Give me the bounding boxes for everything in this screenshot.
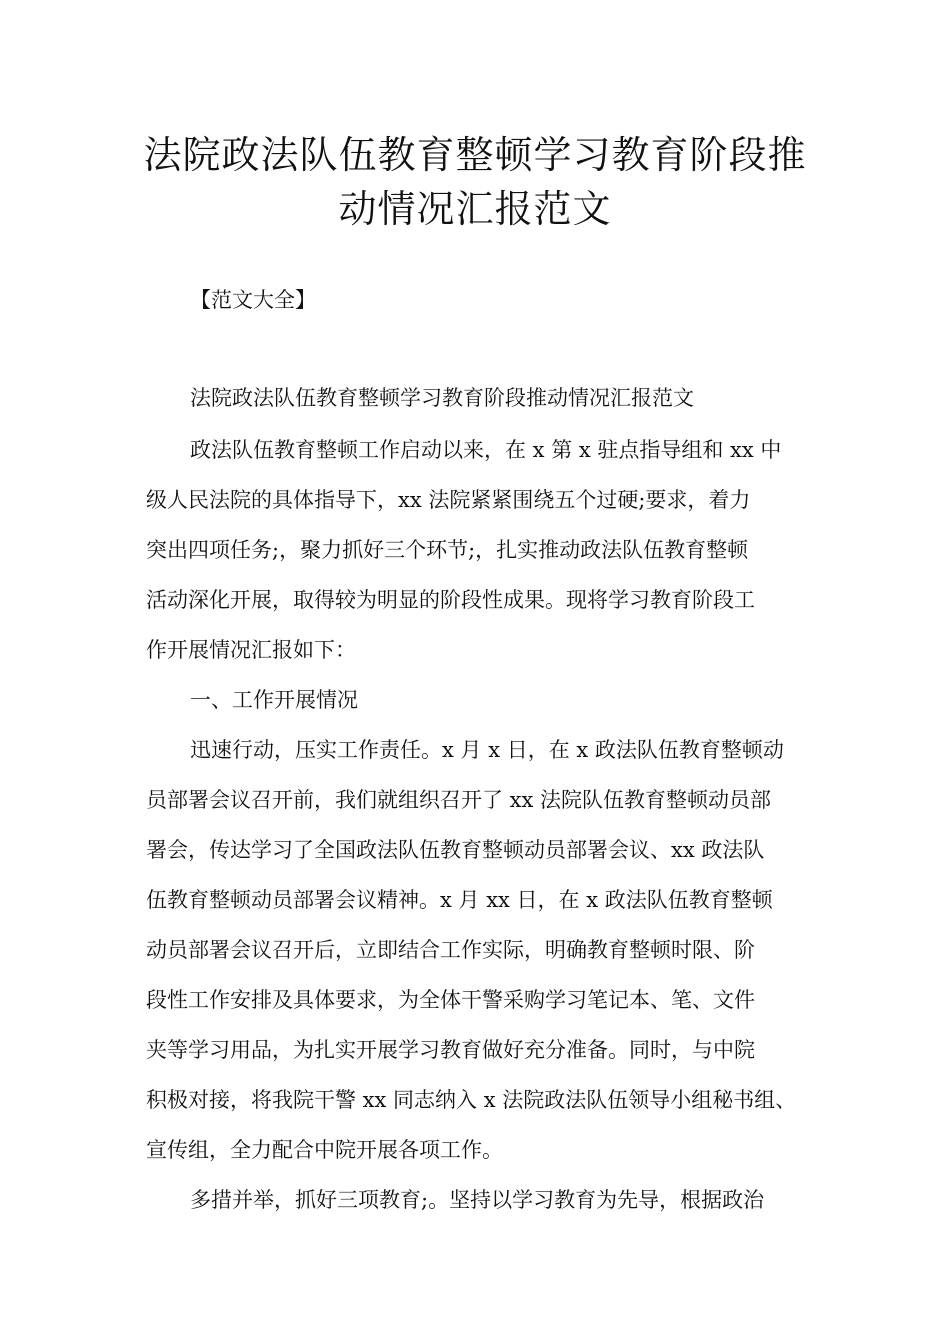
- body-line: 夹等学习用品，为扎实开展学习教育做好充分准备。同时，与中院: [146, 1038, 755, 1062]
- body-line: 宣传组，全力配合中院开展各项工作。: [146, 1138, 503, 1162]
- document-title-line-2: 动情况汇报范文: [338, 187, 612, 231]
- body-line: 活动深化开展，取得较为明显的阶段性成果。现将学习教育阶段工: [146, 588, 755, 612]
- body-line: 政法队伍教育整顿工作启动以来，在 x 第 x 驻点指导组和 xx 中: [190, 438, 782, 462]
- body-line: 作开展情况汇报如下：: [146, 638, 356, 662]
- section-heading: 一、工作开展情况: [190, 688, 358, 712]
- category-tag: 【范文大全】: [190, 288, 316, 312]
- document-title-line-1: 法院政法队伍教育整顿学习教育阶段推: [143, 133, 807, 177]
- body-line: 伍教育整顿动员部署会议精神。x 月 xx 日，在 x 政法队伍教育整顿: [146, 888, 773, 912]
- body-line: 积极对接，将我院干警 xx 同志纳入 x 法院政法队伍领导小组秘书组、: [146, 1088, 797, 1112]
- document-subtitle: 法院政法队伍教育整顿学习教育阶段推动情况汇报范文: [190, 386, 694, 410]
- body-line: 多措并举，抓好三项教育;。坚持以学习教育为先导，根据政治: [190, 1188, 765, 1212]
- body-line: 迅速行动，压实工作责任。x 月 x 日，在 x 政法队伍教育整顿动: [190, 738, 784, 762]
- body-line: 级人民法院的具体指导下，xx 法院紧紧围绕五个过硬;要求，着力: [146, 488, 751, 512]
- body-line: 员部署会议召开前，我们就组织召开了 xx 法院队伍教育整顿动员部: [146, 788, 772, 812]
- body-line: 动员部署会议召开后，立即结合工作实际，明确教育整顿时限、阶: [146, 938, 755, 962]
- body-line: 署会，传达学习了全国政法队伍教育整顿动员部署会议、xx 政法队: [146, 838, 765, 862]
- body-line: 段性工作安排及具体要求，为全体干警采购学习笔记本、笔、文件: [146, 988, 755, 1012]
- body-line: 突出四项任务;，聚力抓好三个环节;，扎实推动政法队伍教育整顿: [146, 538, 749, 562]
